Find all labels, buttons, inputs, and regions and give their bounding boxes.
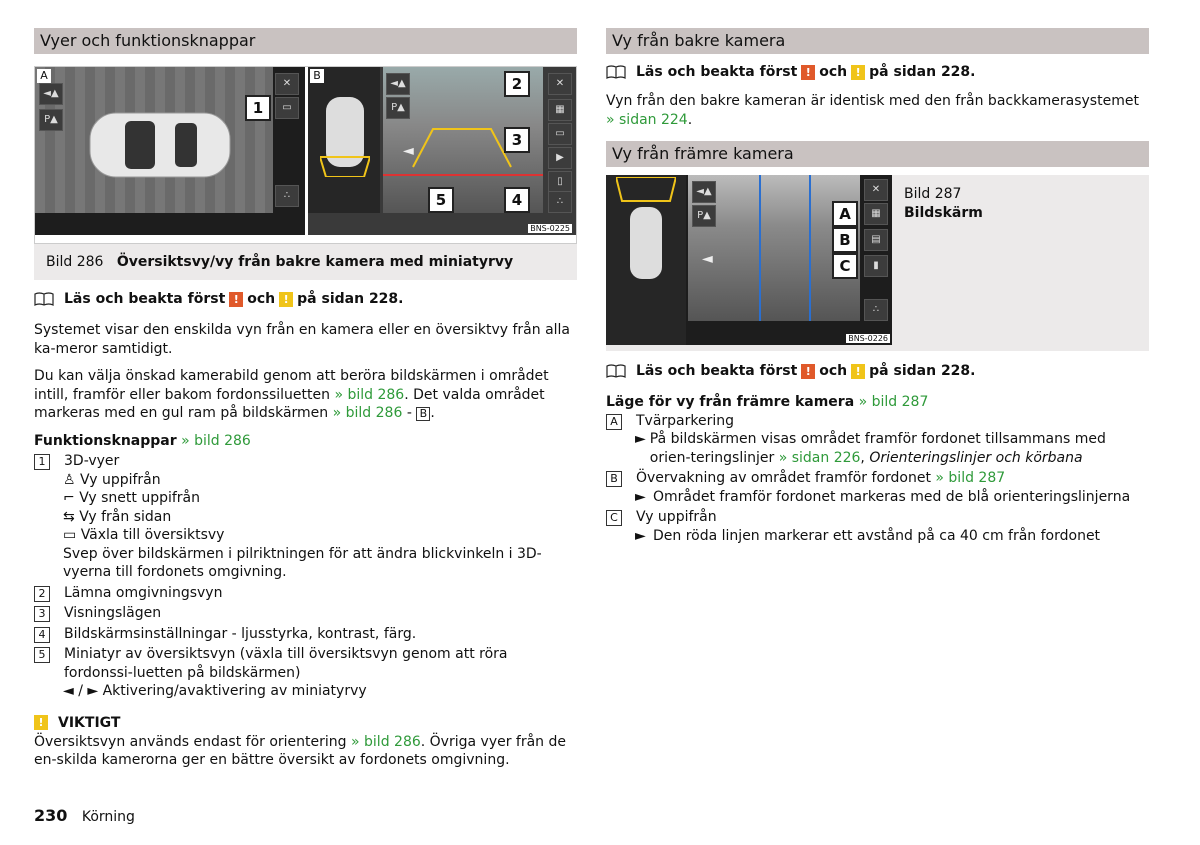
mode-item-b-sub: ► Området framför fordonet markeras med de blå orienteringslinjerna xyxy=(635,488,1131,505)
front-monitor-icon: ▤ xyxy=(864,229,888,251)
link-bild-287[interactable]: » bild 287 xyxy=(858,394,929,410)
callout-a: A xyxy=(832,201,858,227)
rear-text: Vyn från den bakre kameran är identisk med den från backkamerasystemet » sidan 224. xyxy=(606,93,1139,128)
figure-caption: Bild 286 Översiktsvy/vy från bakre kamera med miniatyrvy xyxy=(34,244,577,280)
callout-b: B xyxy=(832,227,858,253)
buttons-heading: Funktionsknappar » bild 286 xyxy=(34,432,251,449)
mode-item-c-sub: ► Den röda linjen markerar ett avstånd på ca 40 cm från fordonet xyxy=(635,527,1101,544)
warning-yellow-icon: ! xyxy=(279,292,293,307)
figure-code-2: BNS-0226 xyxy=(848,334,888,343)
sub-item-oblique: ⌐ Vy snett uppifrån xyxy=(63,490,201,506)
sound-icon-c: ◄▲ xyxy=(692,181,716,203)
cross-parking-icon: ▦ xyxy=(864,203,888,225)
figure-panel-b xyxy=(308,67,576,235)
parking-icon-b: P▲ xyxy=(386,97,410,119)
left-column xyxy=(34,28,577,770)
mode-item-b: B Övervakning av området framför fordonet » bild 287 xyxy=(606,469,1149,488)
sub-item-side: ⇆ Vy från sidan xyxy=(63,508,172,525)
warning-red-icon-3: ! xyxy=(801,364,815,379)
book-icon xyxy=(34,292,54,306)
figure-287 xyxy=(606,175,1149,351)
front-camera-title: Vy från främre kamera xyxy=(606,141,1149,167)
box-b: B xyxy=(416,407,430,421)
list-item-3: 3 Visningslägen xyxy=(34,604,577,623)
right-column xyxy=(606,28,1149,545)
bullet-arrow-icon: ► xyxy=(635,431,646,447)
paragraph-2: Du kan välja önskad kamerabild genom att beröra bildskärmen i området intill, framför eller bakom fordonssiluetten » bild 286. Det valda området markeras med en gul ram på bildskärmen » bild 286 - B . xyxy=(34,368,549,421)
arrow-left-icon-2: ◄ xyxy=(702,251,713,267)
parking-icon-c: P▲ xyxy=(692,205,716,227)
front-notice: Läs och beakta först ! och ! på sidan 228. xyxy=(606,361,1149,381)
side-view-icon: ⇆ xyxy=(63,508,75,525)
mode-item-a-sub: ► På bildskärmen visas området framför fordonet tillsammans med orien-teringslinjer » sidan 226, Orienteringslinjer och körbana xyxy=(635,431,1106,466)
bullet-arrow-icon-3: ► xyxy=(635,527,646,544)
callout-5: 5 xyxy=(428,187,454,213)
settings-icon-b: ∴ xyxy=(548,191,572,213)
section-title: Vyer och funktionsknappar xyxy=(34,28,577,54)
arrow-left-icon: ◄ xyxy=(403,143,414,159)
callout-4: 4 xyxy=(504,187,530,213)
oblique-view-icon: ⌐ xyxy=(63,490,75,506)
list-item-4: 4 Bildskärmsinställningar - ljusstyrka, kontrast, färg. xyxy=(34,625,577,644)
view-mode-icon-1: ▦ xyxy=(548,99,572,121)
rear-notice: Läs och beakta först ! och ! på sidan 228. xyxy=(606,62,1149,82)
bullet-arrow-icon-2: ► xyxy=(635,488,646,505)
callout-1: 1 xyxy=(245,95,271,121)
figure-287-caption: Bild 287 Bildskärm xyxy=(904,186,983,221)
link-buttons[interactable]: » bild 286 xyxy=(181,432,251,449)
warning-text: Översiktsvyn används endast för orientering » bild 286. Övriga vyer från de en-skilda kamerorna ger en bättre översikt av fordonets omgivning. xyxy=(34,733,567,768)
warning-red-icon-2: ! xyxy=(801,65,815,80)
panel-a-label: A xyxy=(37,69,51,83)
warning-yellow-icon-4: ! xyxy=(851,364,865,379)
mini-car-icon-2 xyxy=(616,177,676,307)
page-number: 230 xyxy=(34,806,68,825)
sub-item-top: ♙ Vy uppifrån xyxy=(63,471,161,488)
rear-camera-title: Vy från bakre kamera xyxy=(606,28,1149,54)
figure-286 xyxy=(34,66,577,244)
warning-yellow-icon-3: ! xyxy=(851,65,865,80)
settings-icon-c: ∴ xyxy=(864,299,888,321)
link-bild-287-b[interactable]: » bild 287 xyxy=(935,470,1006,486)
mode-item-a: A Tvärparkering xyxy=(606,412,1149,431)
sub-5: ◄ / ► Aktivering/avaktivering av miniatyrvy xyxy=(63,683,367,699)
list-item-5: 5 Miniatyr av översiktsvyn (växla till översiktsvyn genom att röra fordonssi-luetten på bildskärmen) xyxy=(34,645,577,682)
paragraph-1: Systemet visar den enskilda vyn från en kamera eller en översiktvy från alla ka-meror samtidigt. xyxy=(34,322,571,357)
link-bild-286-2[interactable]: » bild 286 xyxy=(332,405,403,421)
parking-icon: P▲ xyxy=(39,109,63,131)
callout-2: 2 xyxy=(504,71,530,97)
view-mode-icon-4: ▯ xyxy=(548,171,572,193)
panel-b-label: B xyxy=(310,69,324,83)
figure-code: BNS-0225 xyxy=(530,224,570,233)
chapter-name: Körning xyxy=(81,809,135,825)
3d-view-icon: ▭ xyxy=(275,97,299,119)
sound-icon: ◄▲ xyxy=(39,83,63,105)
mini-car-icon xyxy=(320,97,370,177)
overview-icon: ▭ xyxy=(63,527,77,543)
sound-icon-b: ◄▲ xyxy=(386,73,410,95)
list-item-2: 2 Lämna omgivningsvyn xyxy=(34,584,577,603)
book-icon-2 xyxy=(606,65,626,79)
close-icon-c: ✕ xyxy=(864,179,888,201)
sub-note: Svep över bildskärmen i pilriktningen för att ändra blickvinkeln i 3D-vyerna till fordonets omgivning. xyxy=(63,545,542,580)
mode-item-c: C Vy uppifrån xyxy=(606,508,1149,527)
book-icon-3 xyxy=(606,364,626,378)
view-mode-icon-3: ▶ xyxy=(548,147,572,169)
warning-heading: ! VIKTIGT xyxy=(34,713,577,733)
link-sidan-224[interactable]: » sidan 224 xyxy=(606,111,688,128)
sub-item-overview: ▭ Växla till översiktsvy xyxy=(63,527,225,543)
figure-panel-a xyxy=(35,67,305,235)
top-view-icon-c: ▮ xyxy=(864,255,888,277)
car-top-view-icon xyxy=(85,105,235,185)
warning-yellow-icon-2: ! xyxy=(34,715,48,730)
link-bild-286[interactable]: » bild 286 xyxy=(334,386,405,403)
close-icon-b: ✕ xyxy=(548,73,572,95)
link-warning-bild[interactable]: » bild 286 xyxy=(351,733,421,750)
callout-3: 3 xyxy=(504,127,530,153)
sub-list-1 xyxy=(34,471,577,582)
list-item-1: 1 3D-vyer xyxy=(34,452,577,471)
top-view-icon: ♙ xyxy=(63,471,76,488)
view-mode-icon-2: ▭ xyxy=(548,123,572,145)
settings-icon: ∴ xyxy=(275,185,299,207)
link-sidan-226[interactable]: » sidan 226 xyxy=(778,449,861,466)
mode-heading: Läge för vy från främre kamera » bild 287 xyxy=(606,394,929,410)
close-icon: ✕ xyxy=(275,73,299,95)
page-footer xyxy=(34,806,135,825)
callout-c: C xyxy=(832,253,858,279)
figure-287-screen xyxy=(606,175,892,345)
notice-line: Läs och beakta först ! och ! på sidan 228. xyxy=(34,289,577,309)
warning-red-icon: ! xyxy=(229,292,243,307)
